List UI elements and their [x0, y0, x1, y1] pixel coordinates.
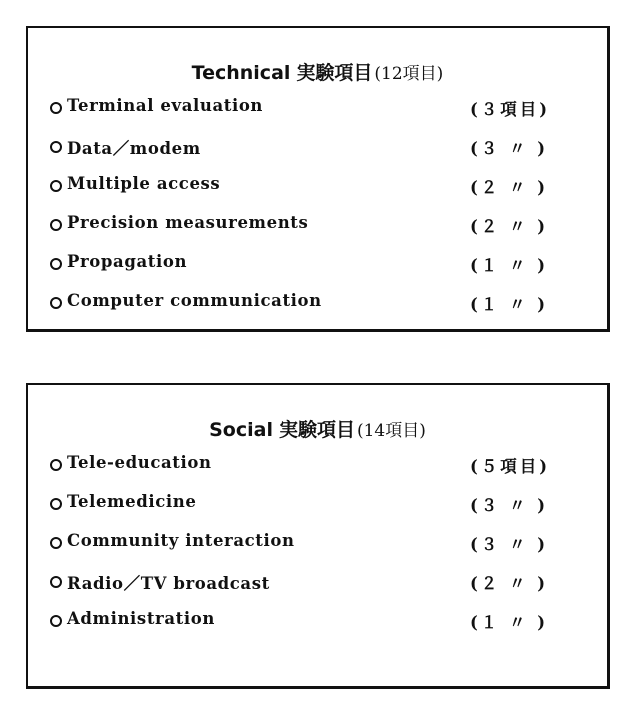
- list-item: [50, 531, 547, 555]
- technical-experiments-box: [26, 26, 610, 332]
- technical-title-jp: 実験項目: [296, 62, 373, 84]
- circle-bullet-icon: [50, 141, 62, 153]
- social-title-en: Social: [209, 419, 273, 441]
- item-count: (１ 〃 ): [470, 256, 549, 275]
- item-count: (５項目): [470, 457, 551, 476]
- item-count: (３ 〃 ): [470, 535, 549, 554]
- circle-bullet-icon: [50, 498, 62, 510]
- item-label: Data／modem: [67, 139, 201, 158]
- social-title: [28, 415, 607, 442]
- item-count: (２ 〃 ): [470, 217, 549, 236]
- technical-title-count: (12項目): [374, 64, 444, 84]
- circle-bullet-icon: [50, 102, 62, 114]
- item-count: (１ 〃 ): [470, 295, 549, 314]
- list-item: [50, 609, 547, 633]
- list-item: [50, 570, 547, 594]
- item-label: Radio／TV broadcast: [67, 574, 270, 593]
- item-count: (３ 〃 ): [470, 139, 549, 158]
- circle-bullet-icon: [50, 297, 62, 309]
- item-label: Propagation: [67, 252, 188, 271]
- item-count: (１ 〃 ): [470, 613, 549, 632]
- technical-title: [28, 58, 607, 85]
- item-label: Computer communication: [67, 291, 322, 310]
- list-item: [50, 453, 551, 477]
- item-label: Multiple access: [67, 174, 221, 193]
- item-count: (２ 〃 ): [470, 574, 549, 593]
- list-item: [50, 492, 547, 516]
- item-label: Tele-education: [67, 453, 212, 472]
- circle-bullet-icon: [50, 258, 62, 270]
- item-count: (２ 〃 ): [470, 178, 549, 197]
- list-item: [50, 291, 547, 315]
- list-item: [50, 252, 547, 276]
- circle-bullet-icon: [50, 180, 62, 192]
- item-label: Precision measurements: [67, 213, 309, 232]
- item-label: Administration: [67, 609, 215, 628]
- circle-bullet-icon: [50, 576, 62, 588]
- item-label: Telemedicine: [67, 492, 197, 511]
- circle-bullet-icon: [50, 459, 62, 471]
- technical-title-en: Technical: [191, 62, 291, 84]
- item-label: Terminal evaluation: [67, 96, 264, 115]
- list-item: [50, 135, 547, 159]
- list-item: [50, 96, 551, 120]
- social-title-jp: 実験項目: [278, 419, 355, 441]
- list-item: [50, 213, 547, 237]
- circle-bullet-icon: [50, 537, 62, 549]
- list-item: [50, 174, 547, 198]
- social-title-count: (14項目): [356, 421, 426, 441]
- circle-bullet-icon: [50, 219, 62, 231]
- item-count: (３項目): [470, 100, 551, 119]
- circle-bullet-icon: [50, 615, 62, 627]
- item-label: Community interaction: [67, 531, 295, 550]
- item-count: (３ 〃 ): [470, 496, 549, 515]
- social-experiments-box: [26, 383, 610, 689]
